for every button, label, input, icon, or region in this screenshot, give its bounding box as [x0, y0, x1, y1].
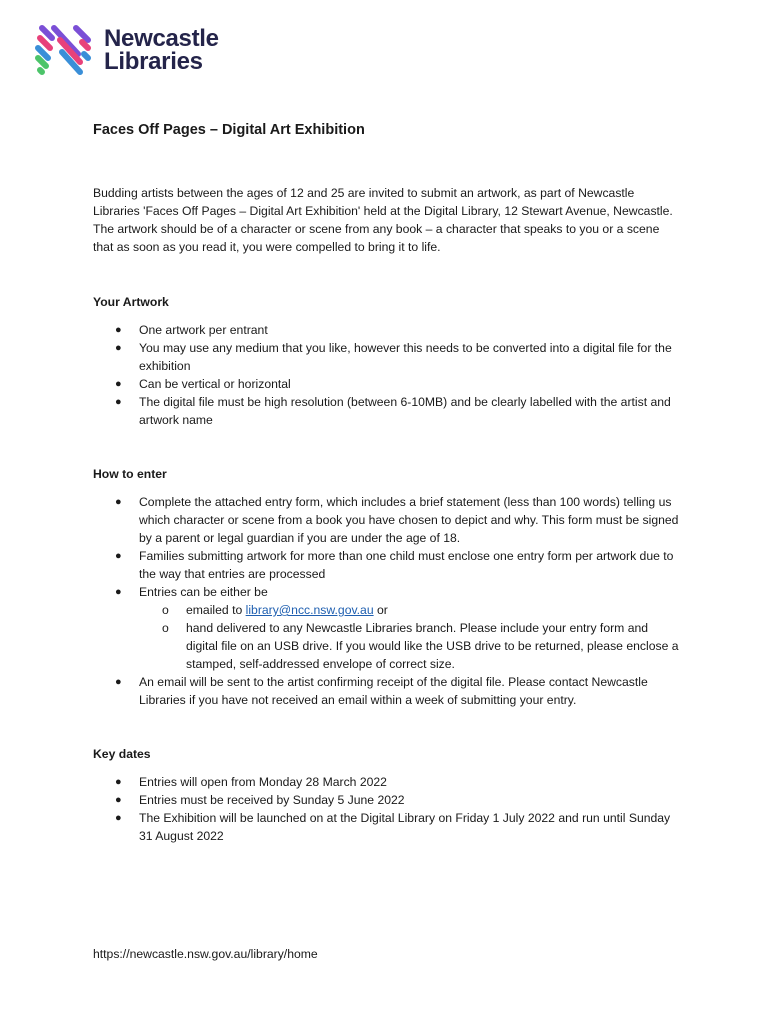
bullet-icon: ● — [115, 396, 122, 408]
footer-url: https://newcastle.nsw.gov.au/library/home — [93, 947, 318, 961]
logo-line-1: Newcastle — [104, 25, 219, 52]
enter-list — [93, 493, 683, 709]
list-item: ● The digital file must be high resolution (between 6-10MB) and be clearly labelled with the artist and artwork name — [115, 395, 671, 427]
section-heading-dates: Key dates — [93, 747, 151, 761]
bullet-icon: ● — [115, 676, 122, 688]
section-heading-enter: How to enter — [93, 467, 167, 481]
page-title: Faces Off Pages – Digital Art Exhibition — [93, 122, 365, 138]
bullet-icon: ● — [115, 586, 122, 598]
list-item: ● An email will be sent to the artist confirming receipt of the digital file. Please contact Newcastle Libraries if you have not received an email within a week of submitting your entry. — [115, 675, 648, 707]
bullet-icon: ● — [115, 812, 122, 824]
email-link[interactable]: library@ncc.nsw.gov.au — [245, 603, 374, 617]
list-item: ● Families submitting artwork for more than one child must enclose one entry form per artwork due to the way that entries are processed — [115, 549, 674, 581]
section-heading-artwork: Your Artwork — [93, 295, 169, 309]
document-body — [93, 120, 683, 845]
bullet-icon: ● — [115, 378, 122, 390]
section-your-artwork — [93, 293, 683, 429]
entry-method-list — [139, 601, 683, 673]
dates-list — [93, 773, 683, 845]
section-key-dates — [93, 745, 683, 845]
artwork-list — [93, 321, 683, 429]
list-item: ● The Exhibition will be launched on at the Digital Library on Friday 1 July 2022 and run until Sunday 31 August 2022 — [115, 811, 671, 843]
logo-line-2: Libraries — [104, 48, 203, 75]
logo-wordmark — [104, 27, 219, 73]
bullet-icon: ● — [115, 496, 122, 508]
bullet-icon: ● — [115, 324, 122, 336]
sub-list-item: o hand delivered to any Newcastle Libraries branch. Please include your entry form and digital file on an USB drive. If you would like the USB drive to be returned, please enclose a stamped, self-addressed envelope of correct size. — [162, 621, 679, 671]
sub-list-item: o emailed to library@ncc.nsw.gov.au or — [162, 603, 388, 617]
list-item: ● Entries must be received by Sunday 5 June 2022 — [115, 793, 405, 807]
circle-bullet-icon: o — [162, 621, 169, 635]
list-item: ● Complete the attached entry form, which includes a brief statement (less than 100 words) telling us which character or scene from a book you have chosen to depict and why. This form must be signed by a parent or legal guardian if you are under the age of 18. — [115, 495, 679, 545]
list-item: ● Entries can be either be o emailed to library@ncc.nsw.gov.au or o hand delivered to any Newcastle Libraries branch. Please include your entry form and digital file on an USB drive. If you would like the USB drive to be returned, please enclose a stamped, self-addressed envelope of correct size. — [93, 583, 683, 673]
intro-paragraph: Budding artists between the ages of 12 and 25 are invited to submit an artwork, as part of Newcastle Libraries 'Faces Off Pages – Digital Art Exhibition' held at the Digital Library, 12 Stewart Avenue, Newcastle. The artwork should be of a character or scene from any book – a character that speaks to you or a scene that as soon as you read it, you were compelled to bring it to life. — [93, 186, 673, 254]
newcastle-libraries-logo — [30, 18, 219, 82]
section-how-to-enter — [93, 465, 683, 709]
bullet-icon: ● — [115, 550, 122, 562]
list-item: ● You may use any medium that you like, however this needs to be converted into a digital file for the exhibition — [115, 341, 672, 373]
list-item: ● One artwork per entrant — [115, 323, 268, 337]
bullet-icon: ● — [115, 794, 122, 806]
bullet-icon: ● — [115, 342, 122, 354]
list-item: ● Can be vertical or horizontal — [115, 377, 291, 391]
list-item: ● Entries will open from Monday 28 March 2022 — [115, 775, 387, 789]
logo-stripes-icon — [30, 18, 96, 82]
circle-bullet-icon: o — [162, 603, 169, 617]
bullet-icon: ● — [115, 776, 122, 788]
